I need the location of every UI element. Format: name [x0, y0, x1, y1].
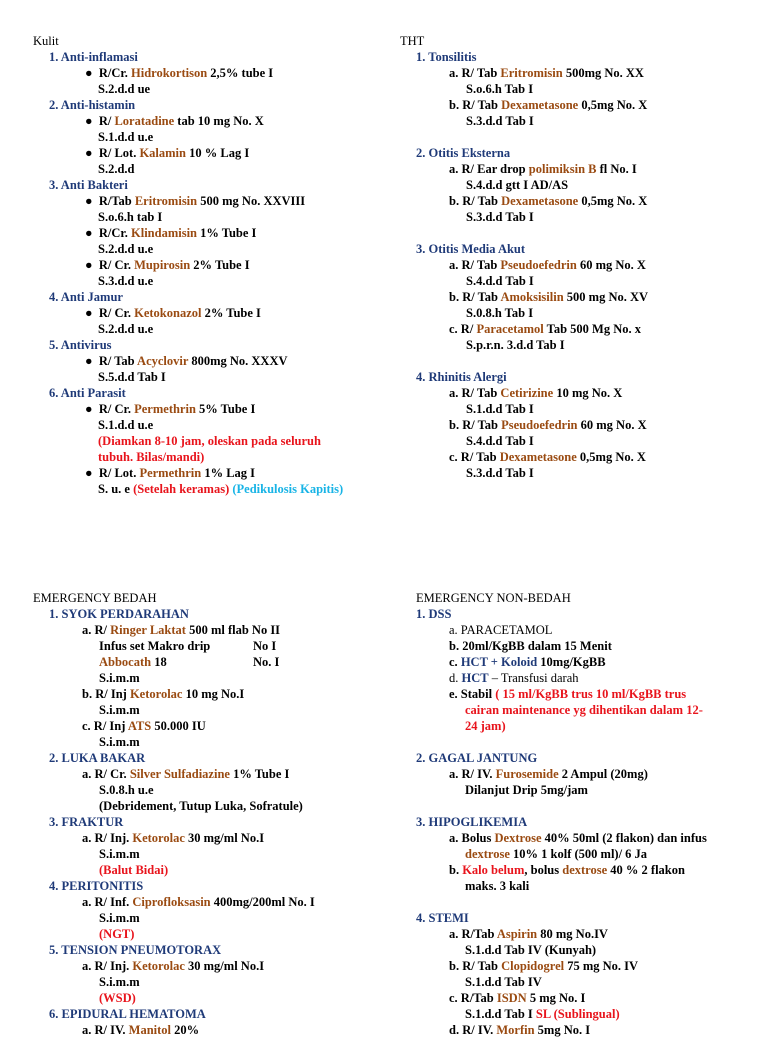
bedah-note: (WSD) — [99, 991, 136, 1005]
tht-rx: b. R/ Tab Dexametasone 0,5mg No. X — [449, 194, 648, 208]
kulit-section-5: 5. Antivirus — [49, 338, 112, 352]
tht-section-4: 4. Rhinitis Alergi — [416, 370, 507, 384]
nonbedah-item: a. R/ IV. Furosemide 2 Ampul (20mg) — [449, 767, 648, 781]
bedah-sig: S.i.m.m — [99, 735, 140, 749]
bedah-rx: a. R/ Ringer Laktat 500 ml flab No II — [82, 623, 281, 637]
kulit-sig: S.5.d.d Tab I — [98, 370, 166, 384]
tht-sig: S.0.8.h Tab I — [466, 306, 534, 320]
bedah-section-2: 2. LUKA BAKAR — [49, 751, 146, 765]
tht-rx: a. R/ Tab Eritromisin 500mg No. XX — [449, 66, 644, 80]
kulit-sig: S.2.d.d u.e — [98, 242, 154, 256]
tht-sig: S.3.d.d Tab I — [466, 210, 534, 224]
nonbedah-note: 24 jam) — [465, 719, 506, 733]
nonbedah-item: c. R/Tab ISDN 5 mg No. I — [449, 991, 586, 1005]
tht-sig: S.4.d.d Tab I — [466, 434, 534, 448]
kulit-sig: S.2.d.d ue — [98, 82, 151, 96]
kulit-section-1: 1. Anti-inflamasi — [49, 50, 138, 64]
nonbedah-item: b. R/ Tab Clopidogrel 75 mg No. IV — [449, 959, 639, 973]
tht-column — [400, 33, 760, 481]
nonbedah-item: d. HCT – Transfusi darah — [449, 671, 579, 685]
bedah-sig: S.i.m.m — [99, 975, 140, 989]
bedah-sig: S.i.m.m — [99, 911, 140, 925]
nonbedah-item: b. 20ml/KgBB dalam 15 Menit — [449, 639, 612, 653]
bedah-section-5: 5. TENSION PNEUMOTORAX — [49, 943, 222, 957]
nonbedah-section-2: 2. GAGAL JANTUNG — [416, 751, 538, 765]
nonbedah-sig: Dilanjut Drip 5mg/jam — [465, 783, 588, 797]
nonbedah-section-3: 3. HIPOGLIKEMIA — [416, 815, 528, 829]
kulit-rx: ● R/ Cr. Mupirosin 2% Tube I — [85, 258, 250, 272]
bedah-section-1: 1. SYOK PERDARAHAN — [49, 607, 189, 621]
tht-rx: a. R/ Tab Pseudoefedrin 60 mg No. X — [449, 258, 646, 272]
bedah-sig: S.0.8.h u.e — [99, 783, 154, 797]
bedah-rx: Infus set Makro drip No I — [99, 639, 277, 653]
kulit-sig: S.2.d.d — [98, 162, 135, 176]
bedah-section-4: 4. PERITONITIS — [49, 879, 144, 893]
bedah-sig: S.i.m.m — [99, 671, 140, 685]
nonbedah-note: cairan maintenance yg dihentikan dalam 12- — [465, 703, 703, 717]
nonbedah-sig: S.1.d.d Tab I SL (Sublingual) — [465, 1007, 620, 1021]
kulit-sig: S.2.d.d u.e — [98, 322, 154, 336]
tht-section-3: 3. Otitis Media Akut — [416, 242, 526, 256]
emergency-bedah-column — [33, 590, 393, 1038]
bedah-rx: a. R/ Inj. Ketorolac 30 mg/ml No.I — [82, 831, 265, 845]
emergency-non-bedah-title: EMERGENCY NON-BEDAH — [416, 591, 571, 605]
tht-sig: S.3.d.d Tab I — [466, 466, 534, 480]
bedah-rx: a. R/ Inj. Ketorolac 30 mg/ml No.I — [82, 959, 265, 973]
bedah-rx: Abbocath 18 No. I — [99, 655, 280, 669]
kulit-section-4: 4. Anti Jamur — [49, 290, 123, 304]
nonbedah-sig: S.1.d.d Tab IV — [465, 975, 542, 989]
bedah-rx: a. R/ Inf. Ciprofloksasin 400mg/200ml No. I — [82, 895, 315, 909]
tht-rx: b. R/ Tab Dexametasone 0,5mg No. X — [449, 98, 648, 112]
kulit-title: Kulit — [33, 34, 59, 48]
kulit-rx: ● R/ Cr. Ketokonazol 2% Tube I — [85, 306, 261, 320]
bedah-note: (Debridement, Tutup Luka, Sofratule) — [99, 799, 303, 813]
emergency-bedah-title: EMERGENCY BEDAH — [33, 591, 157, 605]
tht-section-1: 1. Tonsilitis — [416, 50, 477, 64]
bedah-sig: S.i.m.m — [99, 703, 140, 717]
kulit-rx: ● R/Cr. Hidrokortison 2,5% tube I — [85, 66, 274, 80]
tht-section-2: 2. Otitis Eksterna — [416, 146, 511, 160]
tht-rx: a. R/ Tab Cetirizine 10 mg No. X — [449, 386, 623, 400]
kulit-rx: ● R/Tab Eritromisin 500 mg No. XXVIII — [85, 194, 306, 208]
nonbedah-item: b. Kalo belum, bolus dextrose 40 % 2 flakon — [449, 863, 685, 877]
kulit-sig: S. u. e (Setelah keramas) (Pedikulosis Kapitis) — [98, 482, 344, 496]
bedah-rx: a. R/ Cr. Silver Sulfadiazine 1% Tube I — [82, 767, 290, 781]
nonbedah-section-4: 4. STEMI — [416, 911, 469, 925]
bedah-rx: c. R/ Inj ATS 50.000 IU — [82, 719, 206, 733]
tht-rx: c. R/ Tab Dexametasone 0,5mg No. X — [449, 450, 646, 464]
tht-rx: b. R/ Tab Amoksisilin 500 mg No. XV — [449, 290, 649, 304]
kulit-rx: ● R/ Tab Acyclovir 800mg No. XXXV — [85, 354, 288, 368]
bedah-rx: b. R/ Inj Ketorolac 10 mg No.I — [82, 687, 245, 701]
nonbedah-item: d. R/ IV. Morfin 5mg No. I — [449, 1023, 591, 1037]
bedah-note: (Balut Bidai) — [99, 863, 169, 877]
kulit-rx: ● R/Cr. Klindamisin 1% Tube I — [85, 226, 257, 240]
kulit-section-3: 3. Anti Bakteri — [49, 178, 128, 192]
kulit-sig: S.o.6.h tab I — [98, 210, 163, 224]
kulit-section-6: 6. Anti Parasit — [49, 386, 126, 400]
kulit-rx: ● R/ Lot. Kalamin 10 % Lag I — [85, 146, 250, 160]
tht-sig: S.o.6.h Tab I — [466, 82, 534, 96]
tht-rx: b. R/ Tab Pseudoefedrin 60 mg No. X — [449, 418, 647, 432]
tht-sig: S.p.r.n. 3.d.d Tab I — [466, 338, 565, 352]
bedah-sig: S.i.m.m — [99, 847, 140, 861]
kulit-note: tubuh. Bilas/mandi) — [98, 450, 205, 464]
bedah-section-3: 3. FRAKTUR — [49, 815, 124, 829]
bedah-rx: a. R/ IV. Manitol 20% — [82, 1023, 200, 1037]
emergency-non-bedah-column — [416, 590, 756, 1038]
nonbedah-section-1: 1. DSS — [416, 607, 452, 621]
tht-rx: c. R/ Paracetamol Tab 500 Mg No. x — [449, 322, 642, 336]
nonbedah-item: a. R/Tab Aspirin 80 mg No.IV — [449, 927, 608, 941]
tht-sig: S.3.d.d Tab I — [466, 114, 534, 128]
tht-rx: a. R/ Ear drop polimiksin B fl No. I — [449, 162, 637, 176]
kulit-sig: S.3.d.d u.e — [98, 274, 154, 288]
tht-sig: S.4.d.d gtt I AD/AS — [466, 178, 569, 192]
tht-sig: S.1.d.d Tab I — [466, 402, 534, 416]
nonbedah-item: a. Bolus Dextrose 40% 50ml (2 flakon) dan infus — [449, 831, 707, 845]
kulit-sig: S.1.d.d u.e — [98, 130, 154, 144]
tht-sig: S.4.d.d Tab I — [466, 274, 534, 288]
kulit-section-2: 2. Anti-histamin — [49, 98, 136, 112]
kulit-rx: ● R/ Cr. Permethrin 5% Tube I — [85, 402, 256, 416]
kulit-sig: S.1.d.d u.e — [98, 418, 154, 432]
nonbedah-item: dextrose 10% 1 kolf (500 ml)/ 6 Ja — [465, 847, 648, 861]
kulit-note: (Diamkan 8-10 jam, oleskan pada seluruh — [98, 434, 321, 448]
bedah-section-6: 6. EPIDURAL HEMATOMA — [49, 1007, 206, 1021]
nonbedah-sig: S.1.d.d Tab IV (Kunyah) — [465, 943, 597, 957]
nonbedah-sig: maks. 3 kali — [465, 879, 530, 893]
nonbedah-item: c. HCT + Koloid 10mg/KgBB — [449, 655, 606, 669]
kulit-column — [33, 33, 393, 497]
nonbedah-item: a. PARACETAMOL — [449, 623, 553, 637]
bedah-note: (NGT) — [99, 927, 135, 941]
kulit-rx: ● R/ Loratadine tab 10 mg No. X — [85, 114, 264, 128]
nonbedah-item: e. Stabil ( 15 ml/KgBB trus 10 ml/KgBB trus — [449, 687, 687, 701]
tht-title: THT — [400, 34, 425, 48]
kulit-rx: ● R/ Lot. Permethrin 1% Lag I — [85, 466, 256, 480]
